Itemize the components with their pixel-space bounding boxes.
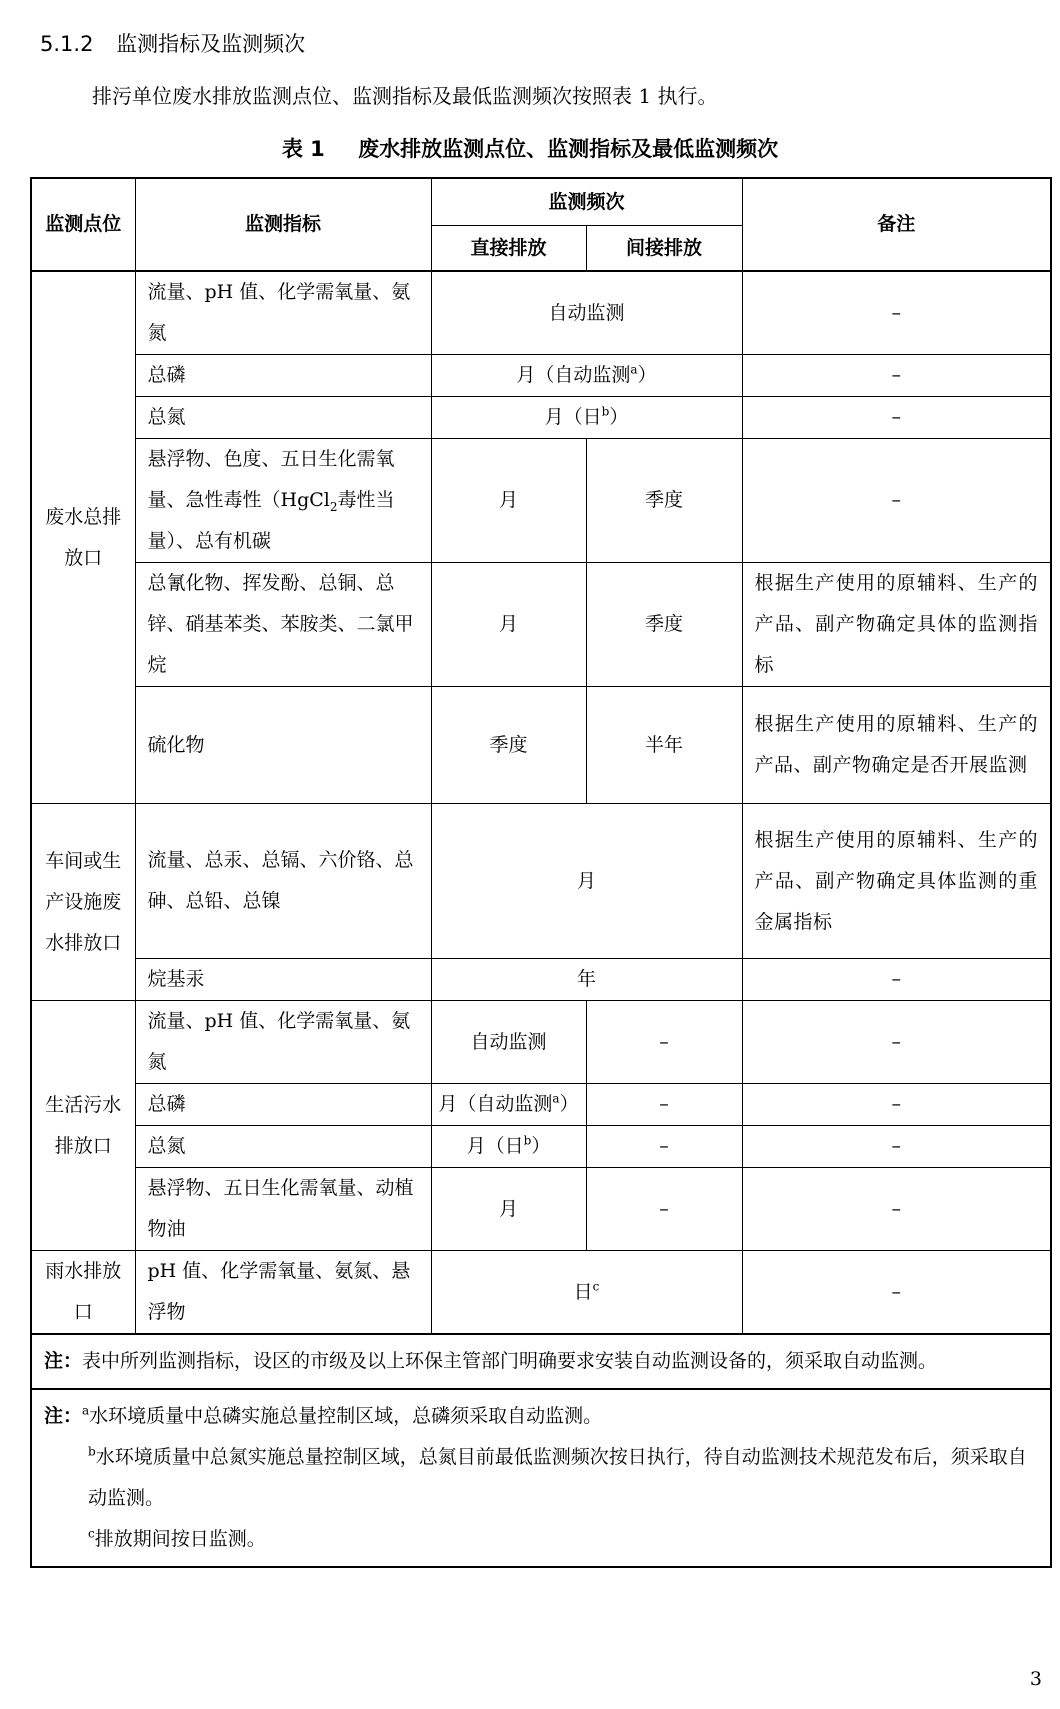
direct-cell: 季度 [431,687,586,804]
direct-cell: 月（日$^b$） [431,1126,586,1168]
remark-cell: – [742,1126,1051,1168]
table-row [31,1251,1051,1335]
frequency-cell: 日$^c$ [431,1251,742,1335]
table-row [31,1084,1051,1126]
footnote-a: 注：$^a$水环境质量中总磷实施总量控制区域，总磷须采取自动监测。 [44,1403,603,1427]
note-label: 注： [44,1350,83,1372]
indicator-cell: pH 值、化学需氧量、氨氮、悬浮物 [135,1251,431,1335]
intro-paragraph: 排污单位废水排放监测点位、监测指标及最低监测频次按照表 1 执行。 [92,84,718,108]
direct-cell: 自动监测 [431,1001,586,1084]
table-number: 表 1 [281,137,325,161]
footnote-cell [31,1389,1051,1567]
monitoring-table [30,177,1052,1568]
indicator-cell: 悬浮物、色度、五日生化需氧量、急性毒性（HgCl$_2$毒性当量）、总有机碳 [135,439,431,563]
location-cell: 生活污水排放口 [31,1001,135,1251]
frequency-cell: 月（日$^b$） [431,397,742,439]
remark-cell: 根据生产使用的原辅料、生产的产品、副产物确定具体监测的重金属指标 [742,804,1051,959]
indirect-cell: 季度 [586,563,742,687]
table-row [31,804,1051,959]
section-heading [40,28,305,58]
table-row [31,1126,1051,1168]
remark-cell: – [742,439,1051,563]
header-frequency: 监测频次 [431,178,742,226]
indicator-cell: 烷基汞 [135,959,431,1001]
table-row [31,271,1051,355]
remark-cell: – [742,355,1051,397]
indirect-cell: – [586,1168,742,1251]
header-location: 监测点位 [31,178,135,271]
location-cell: 雨水排放口 [31,1251,135,1335]
table-row [31,1168,1051,1251]
section-title: 监测指标及监测频次 [116,32,306,56]
direct-cell: 月 [431,563,586,687]
frequency-cell: 自动监测 [431,271,742,355]
header-indicator: 监测指标 [135,178,431,271]
indicator-cell: 流量、总汞、总镉、六价铬、总砷、总铅、总镍 [135,804,431,959]
direct-cell: 月（自动监测$^a$） [431,1084,586,1126]
indicator-cell: 流量、pH 值、化学需氧量、氨氮 [135,271,431,355]
table-caption [0,133,1060,163]
note-text: 表中所列监测指标，设区的市级及以上环保主管部门明确要求安装自动监测设备的，须采取自动监测。 [82,1350,938,1372]
table-row [31,563,1051,687]
remark-cell: – [742,1168,1051,1251]
indicator-cell: 悬浮物、五日生化需氧量、动植物油 [135,1168,431,1251]
note-row [31,1334,1051,1389]
remark-cell: – [742,959,1051,1001]
indicator-cell: 总磷 [135,1084,431,1126]
indicator-cell: 总氰化物、挥发酚、总铜、总锌、硝基苯类、苯胺类、二氯甲烷 [135,563,431,687]
page-number: 3 [1029,1668,1042,1690]
remark-cell: – [742,1251,1051,1335]
table-row [31,687,1051,804]
table-row [31,959,1051,1001]
table-title: 废水排放监测点位、监测指标及最低监测频次 [358,137,779,161]
note-cell [31,1334,1051,1389]
header-direct: 直接排放 [431,226,586,272]
indicator-cell: 硫化物 [135,687,431,804]
header-indirect: 间接排放 [586,226,742,272]
indirect-cell: – [586,1126,742,1168]
table-row [31,1001,1051,1084]
header-remark: 备注 [742,178,1051,271]
remark-cell: – [742,397,1051,439]
location-cell: 车间或生产设施废水排放口 [31,804,135,1001]
indicator-cell: 总磷 [135,355,431,397]
footnote-row [31,1389,1051,1567]
remark-cell: 根据生产使用的原辅料、生产的产品、副产物确定是否开展监测 [742,687,1051,804]
remark-cell: – [742,271,1051,355]
indirect-cell: – [586,1001,742,1084]
location-cell: 废水总排放口 [31,271,135,804]
frequency-cell: 月（自动监测$^a$） [431,355,742,397]
indirect-cell: – [586,1084,742,1126]
footnote-b: $^b$水环境质量中总氮实施总量控制区域，总氮目前最低监测频次按日执行，待自动监测技术规范发布后，须采取自动监测。 [88,1444,1027,1509]
table-row [31,439,1051,563]
table-row [31,355,1051,397]
frequency-cell: 年 [431,959,742,1001]
section-number: 5.1.2 [40,32,94,56]
frequency-cell: 月 [431,804,742,959]
indirect-cell: 半年 [586,687,742,804]
indicator-cell: 流量、pH 值、化学需氧量、氨氮 [135,1001,431,1084]
remark-cell: – [742,1084,1051,1126]
remark-cell: 根据生产使用的原辅料、生产的产品、副产物确定具体的监测指标 [742,563,1051,687]
indicator-cell: 总氮 [135,397,431,439]
footnote-c: $^c$排放期间按日监测。 [88,1526,266,1550]
direct-cell: 月 [431,439,586,563]
indirect-cell: 季度 [586,439,742,563]
table-row [31,397,1051,439]
indicator-cell: 总氮 [135,1126,431,1168]
direct-cell: 月 [431,1168,586,1251]
remark-cell: – [742,1001,1051,1084]
